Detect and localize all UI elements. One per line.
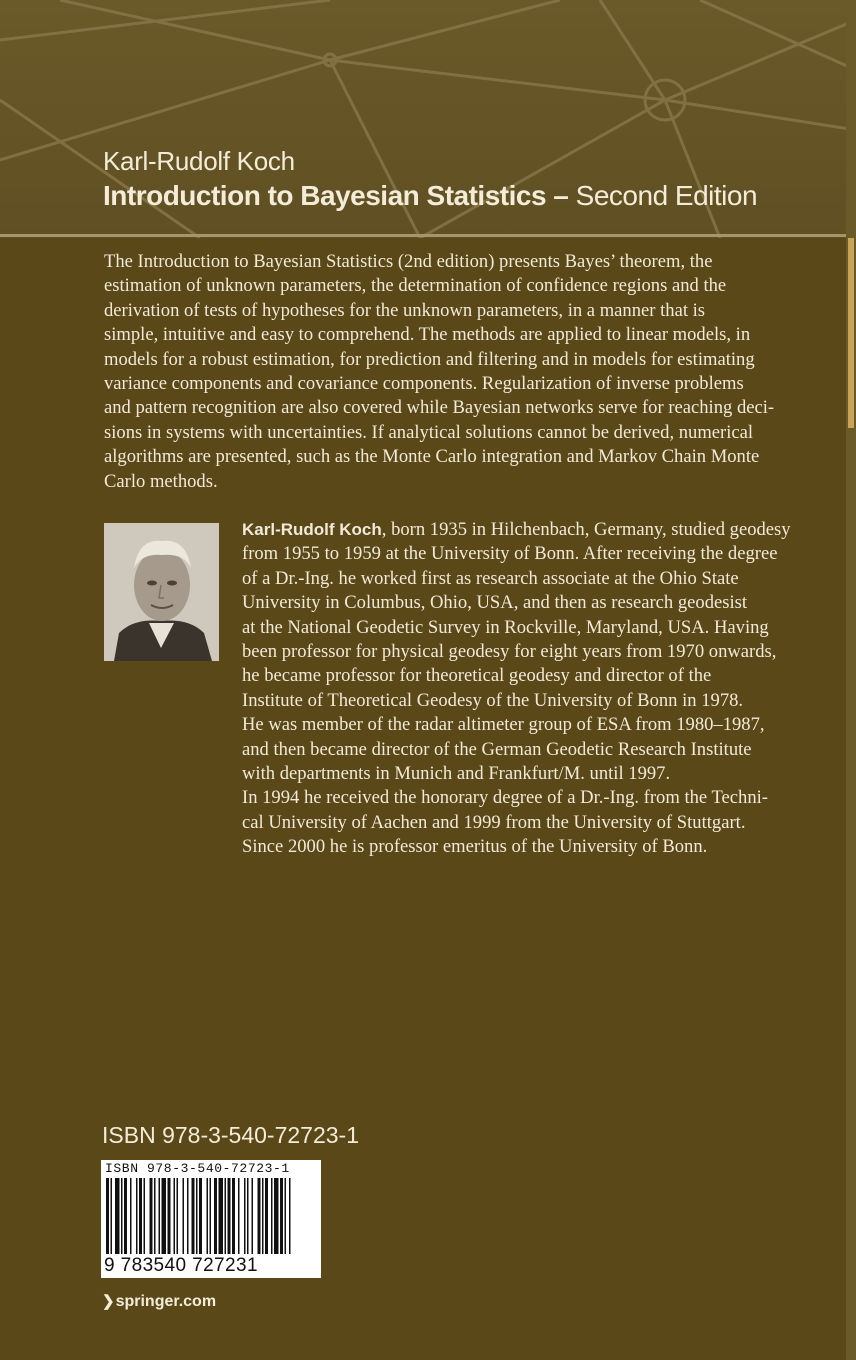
barcode-bar <box>162 1178 167 1254</box>
barcode-bar <box>111 1178 113 1254</box>
publisher-link[interactable] <box>102 1292 216 1311</box>
title-main: Introduction to Bayesian Statistics <box>103 180 547 211</box>
isbn-label: ISBN 978-3-540-72723-1 <box>102 1122 359 1148</box>
isbn-barcode <box>101 1160 321 1278</box>
header-divider <box>0 234 856 237</box>
barcode-digits: 9 783540 727231 <box>104 1255 258 1276</box>
bio-line-first <box>242 518 791 542</box>
publisher-url: springer.com <box>115 1293 217 1310</box>
book-title <box>103 180 757 212</box>
description-line: variance components and covariance components. Regularization of inverse problems <box>104 373 744 395</box>
barcode-bar <box>210 1178 212 1254</box>
barcode-bar <box>168 1178 171 1254</box>
description-line: The Introduction to Bayesian Statistics (2nd edition) presents Bayes’ theorem, the <box>104 251 713 272</box>
description-line: Carlo methods. <box>104 470 218 492</box>
header-author: Karl-Rudolf Koch <box>103 146 295 176</box>
description-line: sions in systems with uncertainties. If analytical solutions cannot be derived, numerical <box>104 421 754 443</box>
barcode-isbn-text: ISBN 978-3-540-72723-1 <box>105 1161 290 1176</box>
bio-line: He was member of the radar altimeter group of ESA from 1980–1987, <box>242 714 765 736</box>
barcode-bar <box>115 1178 120 1254</box>
chevron-right-icon: ❯ <box>102 1293 115 1310</box>
barcode-bar <box>199 1178 202 1254</box>
title-edition: Second Edition <box>575 180 758 211</box>
barcode-bar <box>244 1178 246 1254</box>
barcode-bar <box>130 1178 132 1254</box>
barcode-bar <box>187 1178 189 1254</box>
barcode-bar <box>258 1178 261 1254</box>
spine-edge <box>846 0 856 1360</box>
bio-line: of a Dr.-Ing. he worked first as research associate at the Ohio State <box>242 567 739 589</box>
barcode-bar <box>139 1178 142 1254</box>
barcode-bar <box>238 1178 240 1254</box>
barcode-bar <box>192 1178 195 1254</box>
barcode-bar <box>228 1178 231 1254</box>
barcode-bar <box>150 1178 153 1254</box>
barcode-bar <box>136 1178 138 1254</box>
barcode-bar <box>252 1178 254 1254</box>
barcode-bar <box>121 1178 123 1254</box>
bio-line: In 1994 he received the honorary degree of a Dr.-Ing. from the Techni- <box>242 787 768 809</box>
barcode-bar <box>225 1178 227 1254</box>
barcode-bar <box>183 1178 185 1254</box>
barcode-bar <box>196 1178 198 1254</box>
barcode-bar <box>214 1178 217 1254</box>
bio-line: at the National Geodetic Survey in Rockville, Maryland, USA. Having <box>242 616 769 638</box>
barcode-bar <box>247 1178 249 1254</box>
barcode-bar <box>271 1178 273 1254</box>
barcode-bar <box>177 1178 179 1254</box>
barcode-bar <box>159 1178 161 1254</box>
bio-line: University in Columbus, Ohio, USA, and then as research geodesist <box>242 592 748 614</box>
spine-accent <box>848 238 854 428</box>
barcode-bar <box>207 1178 209 1254</box>
barcode-bar <box>274 1178 279 1254</box>
book-description <box>104 250 776 494</box>
bio-line: cal University of Aachen and 1999 from the University of Stuttgart. <box>242 811 746 833</box>
bio-line: Institute of Theoretical Geodesy of the University of Bonn in 1978. <box>242 689 744 711</box>
description-line: and pattern recognition are also covered while Bayesian networks serve for reaching deci- <box>104 397 775 419</box>
bio-line: from 1955 to 1959 at the University of Bonn. After receiving the degree <box>242 543 778 565</box>
barcode-bar <box>285 1178 287 1254</box>
barcode-bar <box>265 1178 268 1254</box>
bio-line: with departments in Munich and Frankfurt/M. until 1997. <box>242 763 671 785</box>
bio-line: Since 2000 he is professor emeritus of the University of Bonn. <box>242 836 708 858</box>
barcode-bar <box>280 1178 283 1254</box>
barcode-bar <box>174 1178 176 1254</box>
description-line: derivation of tests of hypotheses for the unknown parameters, in a manner that is <box>104 299 706 321</box>
bio-author-name: Karl-Rudolf Koch <box>242 520 382 539</box>
barcode-bar <box>219 1178 224 1254</box>
barcode-bar <box>154 1178 156 1254</box>
barcode-bar <box>124 1178 127 1254</box>
description-line: algorithms are presented, such as the Monte Carlo integration and Markov Chain Monte <box>104 446 760 468</box>
bio-line: and then became director of the German Geodetic Research Institute <box>242 738 752 760</box>
barcode-bar <box>232 1178 235 1254</box>
author-photo <box>104 523 219 661</box>
barcode-bar <box>262 1178 264 1254</box>
bio-line: he became professor for theoretical geodesy and director of the <box>242 665 712 687</box>
bio-line: been professor for physical geodesy for eight years from 1970 onwards, <box>242 641 777 663</box>
author-portrait-graphic <box>104 523 219 661</box>
barcode-bar <box>106 1178 109 1254</box>
barcode-bar <box>289 1178 291 1254</box>
title-dash: – <box>546 180 576 211</box>
cover-header-band <box>0 0 856 238</box>
bio-first-line-text: , born 1935 in Hilchenbach, Germany, studied geodesy <box>381 519 791 540</box>
description-line: simple, intuitive and easy to comprehend. The methods are applied to linear models, in <box>104 324 751 346</box>
barcode-bar <box>144 1178 146 1254</box>
description-line: models for a robust estimation, for prediction and filtering and in models for estimating <box>104 348 755 370</box>
author-biography <box>242 518 791 860</box>
description-line: estimation of unknown parameters, the determination of confidence regions and the <box>104 275 727 297</box>
